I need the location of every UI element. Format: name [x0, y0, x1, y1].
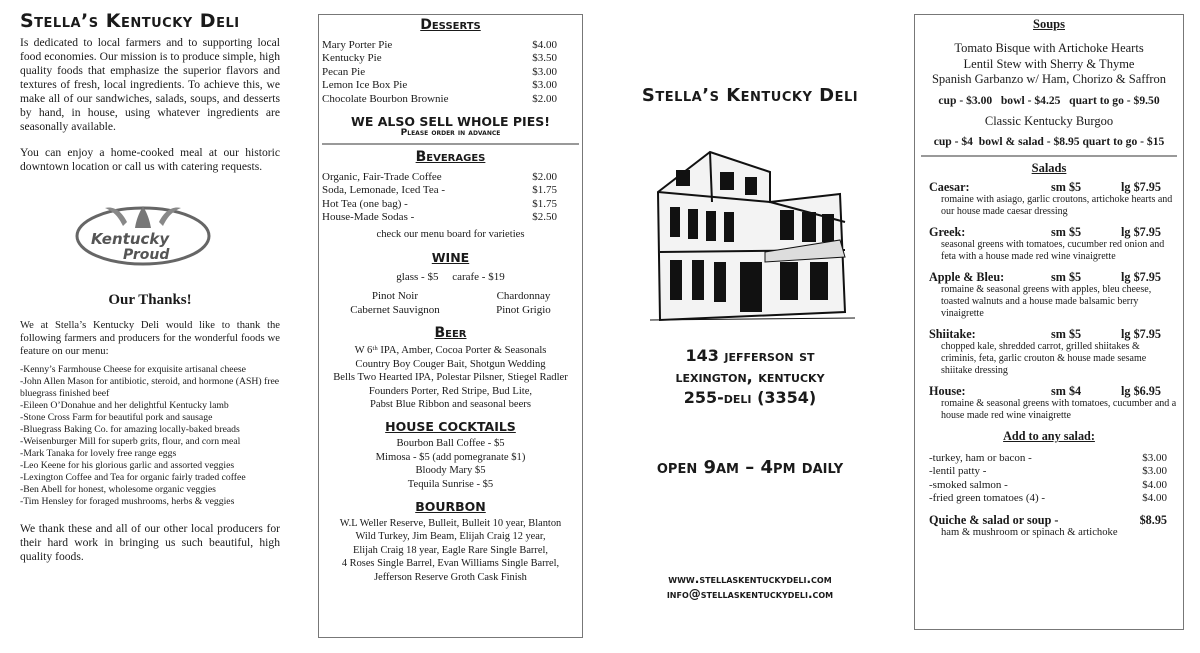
salad-name: Apple & Bleu: — [929, 270, 1005, 284]
salad-name: Shiitake: — [929, 327, 976, 341]
about-column — [20, 10, 280, 564]
thanks-outro: We thank these and all of our other local producers for their hard work in bringing us such beautiful, high quality foods. — [20, 522, 280, 563]
addon-price: $4.00 — [1142, 492, 1167, 505]
list-item — [322, 39, 579, 52]
item-name: House-Made Sodas - — [322, 211, 415, 224]
salad-small-price: sm $5 — [1051, 327, 1082, 341]
burgoo-name: Classic Kentucky Burgoo — [984, 113, 1114, 128]
item-price: $3.00 — [532, 79, 557, 92]
item-name: Soda, Lemonade, Iced Tea - — [322, 184, 446, 197]
list-item: Spanish Garbanzo w/ Ham, Chorizo & Saffron — [931, 72, 1167, 86]
list-item — [322, 184, 579, 197]
list-item: -Tim Hensley for foraged mushrooms, herbs & veggies — [20, 496, 235, 507]
salad-name: House: — [929, 384, 966, 398]
list-item: Cabernet Sauvignon — [350, 303, 440, 316]
item-price: $1.75 — [532, 197, 557, 210]
item-name: Kentucky Pie — [322, 52, 382, 65]
item-price: $3.00 — [532, 65, 557, 78]
item-price: $2.00 — [532, 92, 557, 105]
salad-large-price: lg $7.95 — [1121, 225, 1161, 239]
divider — [322, 143, 579, 145]
wine-list — [322, 290, 579, 317]
kentucky-proud-logo — [75, 200, 213, 268]
cocktails-list — [322, 437, 579, 491]
list-item: -Bluegrass Baking Co. for amazing locally-baked breads — [20, 424, 240, 435]
salad-description: romaine with asiago, garlic croutons, artichoke hearts and our house made caesar dressing — [941, 194, 1173, 217]
addon-name: -smoked salmon - — [929, 478, 1008, 491]
list-item: W 6ᵗʰ IPA, Amber, Cocoa Porter & Seasonals — [354, 345, 547, 357]
list-item: -John Allen Mason for antibiotic, steroid, and hormone (ASH) free bluegrass finished beef — [20, 376, 280, 399]
list-item: 4 Roses Single Barrel, Evan Williams Single Barrel, — [341, 558, 560, 570]
addon-price: $3.00 — [1142, 465, 1167, 478]
beer-list — [322, 344, 579, 411]
thanks-heading: Our Thanks! — [108, 292, 192, 308]
addon-price: $4.00 — [1142, 478, 1167, 491]
item-price: $2.00 — [532, 171, 557, 184]
website-link[interactable]: www.stellaskentuckydeli.com — [668, 572, 832, 586]
soups-list — [921, 41, 1177, 88]
quiche-price: $8.95 — [1139, 512, 1167, 527]
salad-description: romaine & seasonal greens with tomatoes, cucumber and a house made red wine vinaigrette — [941, 398, 1177, 421]
list-item: Pinot Grigio — [496, 303, 551, 316]
wine-reds — [350, 290, 440, 317]
list-item: Mimosa - $5 (add pomegranate $1) — [375, 451, 526, 463]
beverages-heading: Beverages — [415, 149, 486, 166]
producers-list — [20, 364, 280, 508]
item-name: Organic, Fair-Trade Coffee — [322, 171, 442, 184]
storefront-illustration — [640, 132, 860, 327]
list-item: Chardonnay — [496, 290, 551, 303]
list-item — [921, 479, 1177, 492]
beverages-list — [322, 171, 579, 225]
list-item: Wild Turkey, Jim Beam, Elijah Craig 12 year, — [355, 531, 546, 543]
list-item: Elijah Craig 18 year, Eagle Rare Single Barrel, — [353, 544, 548, 556]
beer-heading: Beer — [434, 325, 467, 342]
item-price: $3.50 — [532, 52, 557, 65]
list-item — [921, 270, 1177, 320]
whole-pies-banner: WE ALSO SELL WHOLE PIES! — [351, 114, 550, 130]
list-item: -Eileen O’Donahue and her delightful Kentucky lamb — [20, 400, 229, 411]
salad-description: seasonal greens with tomatoes, cucumber red onion and feta with a house made red wine vinaigrette — [941, 239, 1165, 262]
list-item — [322, 79, 579, 92]
list-item — [921, 384, 1177, 422]
beverages-note: check our menu board for varieties — [376, 228, 525, 240]
email-link[interactable]: info@stellaskentuckydeli.com — [666, 587, 834, 601]
list-item: Founders Porter, Red Stripe, Bud Lite, — [368, 385, 533, 397]
address-line-1: 143 jefferson st — [685, 346, 815, 365]
item-price: $2.50 — [532, 211, 557, 224]
addon-name: -lentil patty - — [929, 465, 987, 478]
desserts-list — [322, 39, 579, 106]
address-line-2: lexington, kentucky — [675, 367, 825, 386]
list-item: Pinot Noir — [371, 290, 419, 303]
item-name: Mary Porter Pie — [322, 39, 393, 51]
wine-heading: WINE — [431, 250, 470, 266]
phone-number: 255-deli (3354) — [683, 388, 817, 407]
quiche-name: Quiche & salad or soup - — [929, 512, 1059, 527]
list-item: -Mark Tanaka for lovely free range eggs — [20, 448, 177, 459]
list-item: Bells Two Hearted IPA, Polestar Pilsner, Stiegel Radler — [333, 372, 568, 384]
logo-text-kentucky: Kentucky — [91, 230, 170, 248]
add-ons-list — [921, 452, 1177, 506]
bourbon-list — [322, 517, 579, 584]
list-item: W.L Weller Reserve, Bulleit, Bulleit 10 year, Blanton — [339, 517, 562, 529]
salad-small-price: sm $5 — [1051, 180, 1082, 194]
soup-prices: cup - $3.00 bowl - $4.25 quart to go - $9.50 — [938, 93, 1160, 107]
item-price: $4.00 — [532, 39, 557, 51]
list-item — [322, 66, 579, 79]
bourbon-heading: BOURBON — [415, 498, 486, 514]
salad-large-price: lg $6.95 — [1121, 384, 1161, 398]
drinks-desserts-panel — [318, 14, 583, 638]
salad-small-price: sm $5 — [1051, 270, 1082, 284]
salad-name: Greek: — [929, 225, 966, 239]
item-price: $1.75 — [532, 184, 557, 197]
addon-price: $3.00 — [1142, 452, 1167, 464]
brand-title: Stella’s Kentucky Deli — [20, 10, 240, 32]
salads-list — [921, 180, 1177, 422]
wine-prices: glass - $5 carafe - $19 — [396, 271, 505, 284]
list-item: Bloody Mary $5 — [415, 465, 486, 477]
salad-large-price: lg $7.95 — [1121, 180, 1161, 194]
quiche-row — [921, 513, 1177, 527]
list-item: -Kenny’s Farmhouse Cheese for exquisite artisanal cheese — [20, 364, 246, 375]
add-to-salad-heading: Add to any salad: — [1003, 429, 1095, 443]
list-item: Country Boy Couger Bait, Shotgun Wedding — [355, 358, 546, 370]
list-item — [921, 452, 1177, 465]
list-item: -Weisenburger Mill for superb grits, flour, and corn meal — [20, 436, 241, 447]
cocktails-heading: HOUSE COCKTAILS — [385, 419, 516, 435]
soups-salads-panel — [914, 14, 1184, 630]
desserts-heading: Desserts — [420, 17, 481, 33]
soups-heading: Soups — [1033, 17, 1065, 31]
intro-paragraph: Is dedicated to local farmers and to supporting local food economies. Our mission is to produce simple, high quality foods that emphasize the superior flavors and textures of fresh, local ingredients. To achieve this, we make all of our sandwiches, salads, soups, and desserts by hand, in house, using whatever ingredients are seasonally available. — [20, 36, 280, 133]
salad-large-price: lg $7.95 — [1121, 327, 1161, 341]
list-item — [322, 93, 579, 106]
quiche-description: ham & mushroom or spinach & artichoke — [941, 526, 1118, 538]
list-item — [322, 171, 579, 184]
divider — [921, 155, 1177, 157]
wine-whites — [496, 290, 551, 317]
list-item — [921, 492, 1177, 505]
addon-name: -turkey, ham or bacon - — [929, 452, 1032, 464]
list-item: -Leo Keene for his glorious garlic and assorted veggies — [20, 460, 235, 471]
list-item: -Ben Abell for honest, wholesome organic veggies — [20, 484, 216, 495]
list-item: -Lexington Coffee and Tea for organic fairly traded coffee — [20, 472, 246, 483]
salads-heading: Salads — [1031, 161, 1067, 175]
list-item — [322, 198, 579, 211]
opening-hours: open 9am – 4pm daily — [656, 457, 844, 478]
cover-column — [600, 85, 900, 602]
item-name: Chocolate Bourbon Brownie — [322, 92, 449, 105]
item-name: Lemon Ice Box Pie — [322, 79, 408, 92]
list-item — [921, 225, 1177, 263]
item-name: Hot Tea (one bag) - — [322, 197, 408, 210]
list-item — [921, 465, 1177, 478]
list-item: Lentil Stew with Sherry & Thyme — [963, 56, 1135, 71]
list-item: Pabst Blue Ribbon and seasonal beers — [370, 398, 531, 410]
list-item: Tequila Sunrise - $5 — [407, 478, 494, 490]
list-item — [322, 52, 579, 65]
addon-name: -fried green tomatoes (4) - — [929, 492, 1046, 505]
whole-pies-note: Please order in advance — [400, 128, 501, 139]
logo-text-proud: Proud — [123, 247, 170, 263]
list-item — [921, 327, 1177, 377]
list-item: Tomato Bisque with Artichoke Hearts — [954, 41, 1144, 55]
salad-small-price: sm $4 — [1051, 384, 1082, 398]
item-name: Pecan Pie — [322, 65, 366, 78]
salad-large-price: lg $7.95 — [1121, 270, 1161, 284]
catering-paragraph: You can enjoy a home-cooked meal at our historic downtown location or call us with catering requests. — [20, 146, 280, 173]
salad-description: chopped kale, shredded carrot, grilled shiitakes & criminis, feta, garlic crouton & house made sesame shiitake dressing — [941, 341, 1147, 376]
thanks-intro: We at Stella’s Kentucky Deli would like to thank the following farmers and producers for the wonderful foods we feature on our menu: — [20, 320, 280, 357]
salad-description: romaine & seasonal greens with apples, bleu cheese, toasted walnuts and a house made balsamic berry vinaigrette — [941, 284, 1152, 319]
list-item: -Stone Cross Farm for beautiful pork and sausage — [20, 412, 213, 423]
list-item — [322, 211, 579, 224]
salad-small-price: sm $5 — [1051, 225, 1082, 239]
burgoo-prices: cup - $4 bowl & salad - $8.95 quart to go - $15 — [933, 135, 1165, 148]
list-item — [921, 180, 1177, 218]
salad-name: Caesar: — [929, 180, 970, 194]
list-item: Bourbon Ball Coffee - $5 — [396, 438, 505, 450]
list-item: Jefferson Reserve Groth Cask Finish — [374, 571, 527, 583]
cover-title: Stella’s Kentucky Deli — [641, 85, 859, 106]
